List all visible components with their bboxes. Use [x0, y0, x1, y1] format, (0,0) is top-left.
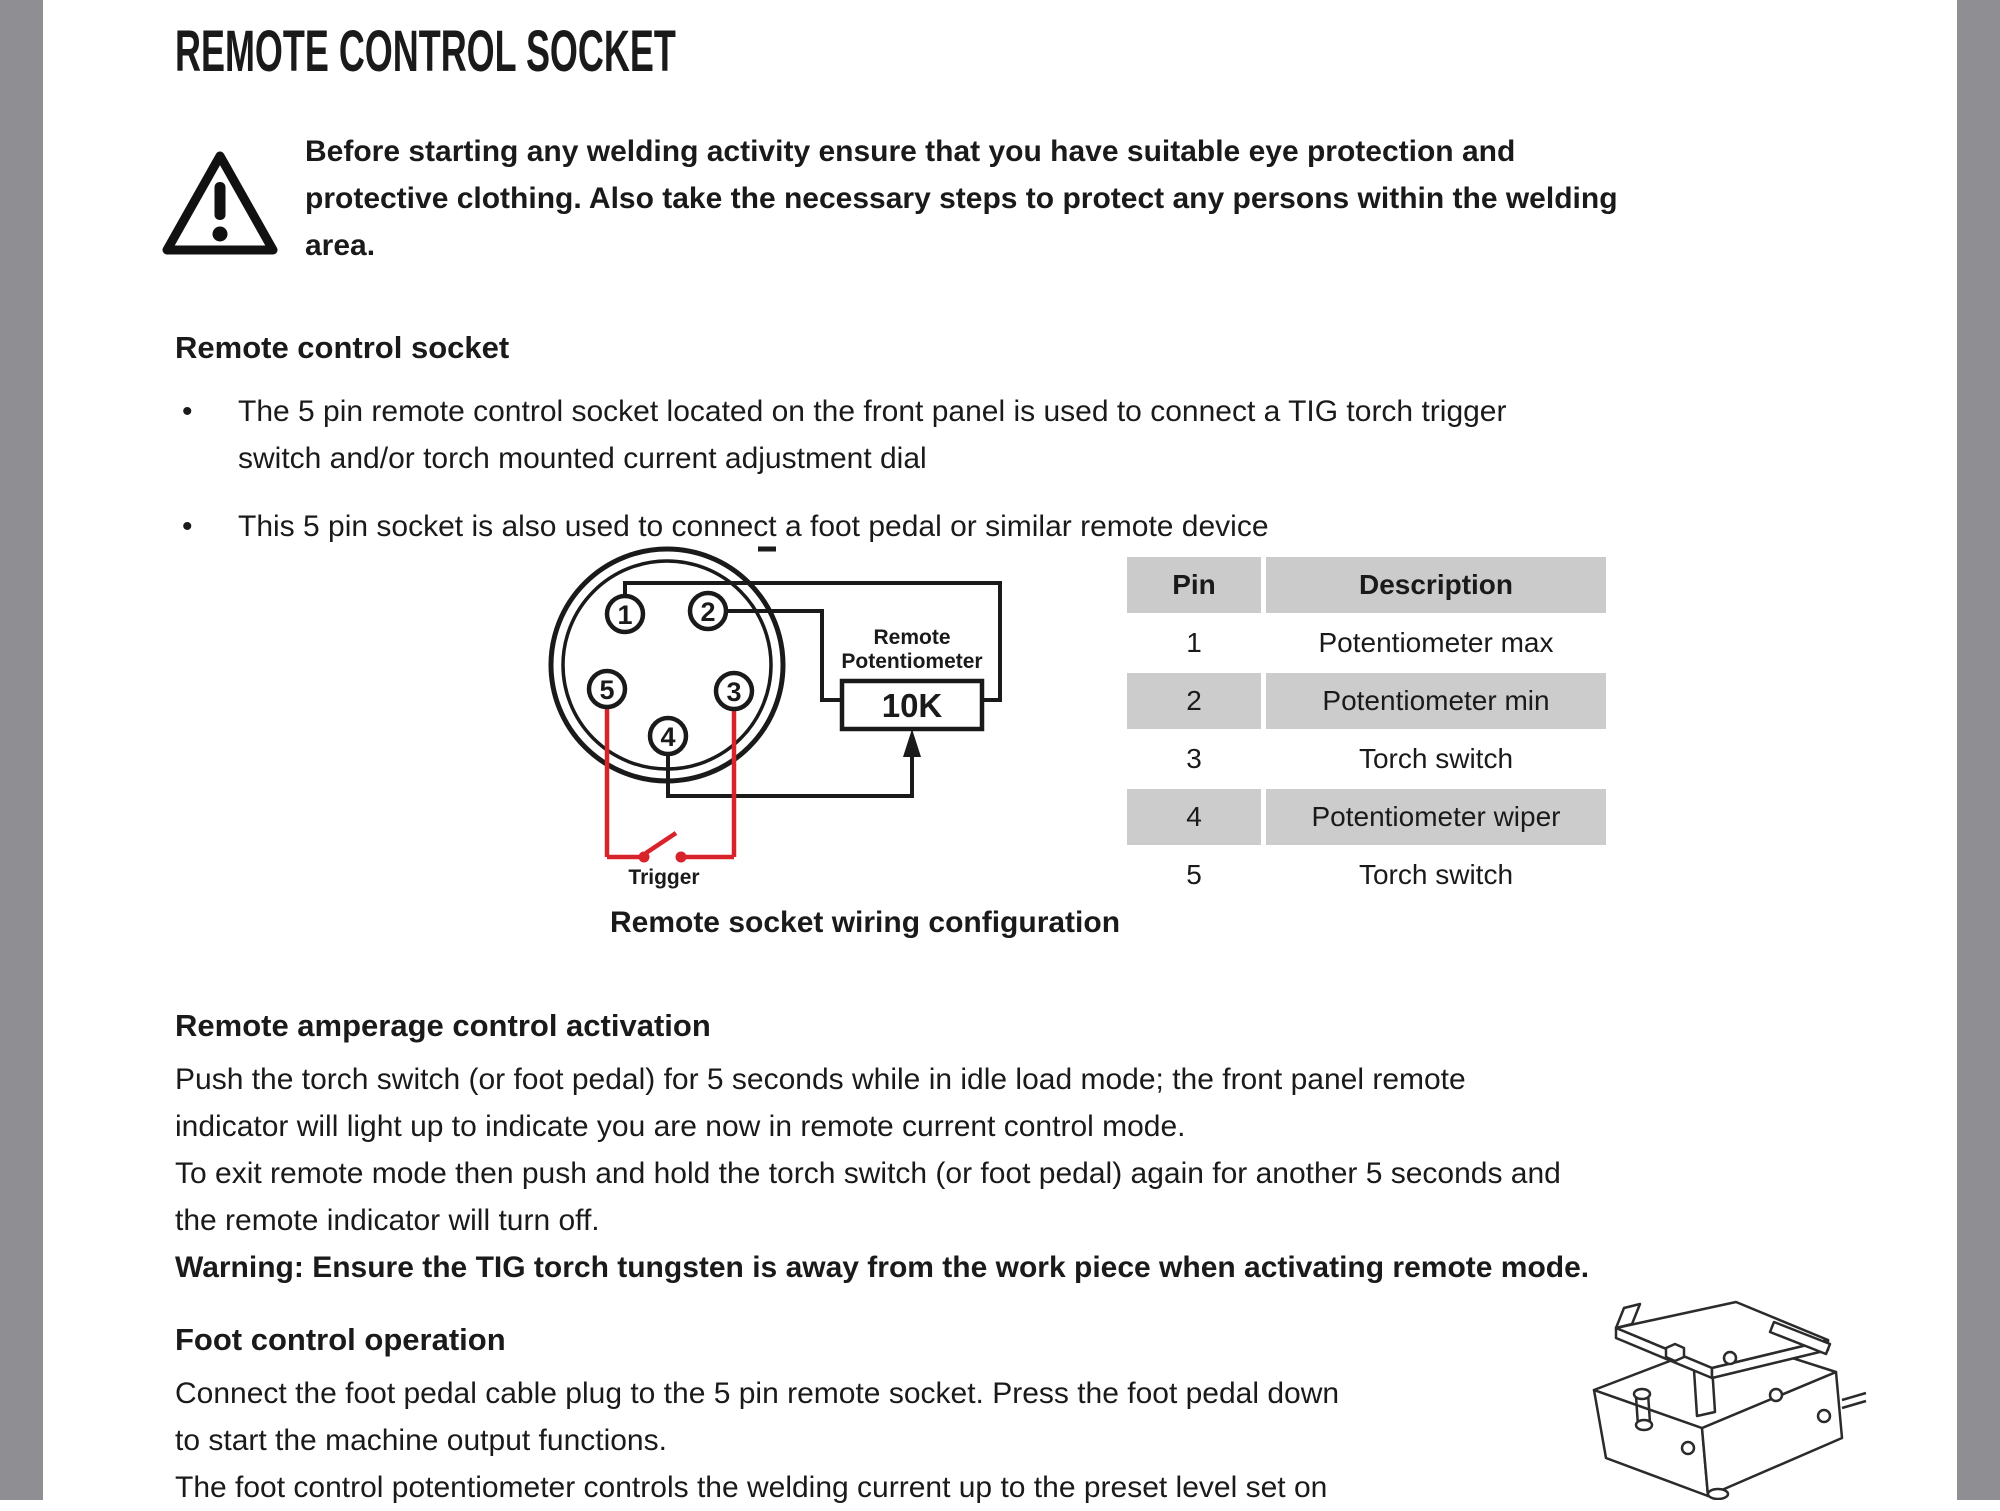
description-column-header: Description: [1266, 557, 1606, 613]
bolt-nut: [1636, 1420, 1652, 1430]
screw: [1818, 1410, 1830, 1422]
wiper-arrowhead: [903, 729, 921, 757]
potentiometer-label-line1: Remote: [873, 626, 951, 649]
clipped-paragraph-line: The foot control potentiometer controls the welding current up to the preset level set on: [175, 1471, 1328, 1504]
trigger-contact-dot: [639, 852, 650, 863]
potentiometer-label-line2: Potentiometer: [841, 650, 983, 673]
section-heading-foot-control: Foot control operation: [175, 1322, 506, 1357]
pedal-foot: [1708, 1489, 1728, 1499]
paragraph-line: to start the machine output functions.: [175, 1424, 667, 1457]
table-row-pin-3: [1127, 731, 1606, 787]
remote-mode-warning-line: Warning: Ensure the TIG torch tungsten is away from the work piece when activating remote mode.: [175, 1251, 1590, 1284]
pin-cell: 4: [1127, 789, 1261, 845]
pin-cell: 1: [1186, 627, 1202, 658]
bolt-head: [1634, 1389, 1650, 1399]
pin-2-label: 2: [700, 597, 716, 627]
paragraph-line: To exit remote mode then push and hold the torch switch (or foot pedal) again for another 5 seconds and: [175, 1157, 1561, 1190]
bullet-marker: •: [182, 510, 193, 543]
cable-stub: [1842, 1393, 1866, 1400]
paragraph-line: Connect the foot pedal cable plug to the 5 pin remote socket. Press the foot pedal down: [175, 1377, 1340, 1410]
diagram-caption: Remote socket wiring configuration: [609, 906, 1121, 939]
safety-warning-line: Before starting any welding activity ensure that you have suitable eye protection and: [305, 135, 1516, 168]
pin-cell: 5: [1186, 859, 1202, 890]
foot-control-paragraph: [175, 1370, 1339, 1511]
trigger-label: Trigger: [628, 866, 700, 889]
exclamation-dot: [213, 227, 228, 242]
pin-1-label: 1: [617, 600, 633, 630]
pin-column-header: Pin: [1127, 557, 1261, 613]
left-page-border: [0, 0, 43, 1500]
safety-warning-line: protective clothing. Also take the necessary steps to protect any persons within the welding: [305, 182, 1618, 215]
paragraph-line: indicator will light up to indicate you are now in remote current control mode.: [175, 1110, 1186, 1143]
section-heading-remote-amperage: Remote amperage control activation: [175, 1008, 711, 1043]
pin-description-table: [1122, 555, 1611, 905]
section-heading-remote-control-socket: Remote control socket: [175, 330, 510, 365]
exclamation-bar: [215, 182, 226, 220]
bullet-line: switch and/or torch mounted current adjustment dial: [238, 442, 927, 475]
description-cell: Potentiometer wiper: [1266, 789, 1606, 845]
page-title: REMOTE CONTROL SOCKET: [175, 19, 676, 84]
screw: [1770, 1389, 1782, 1401]
safety-warning-line: area.: [305, 229, 376, 262]
hex-nut: [1666, 1344, 1684, 1361]
bullet-marker: •: [182, 395, 193, 428]
pin-3-label: 3: [726, 677, 742, 707]
pin-4-label: 4: [660, 722, 676, 752]
amperage-paragraph: [175, 1056, 1589, 1291]
bullet-text: [238, 388, 1506, 482]
description-cell: Potentiometer min: [1266, 673, 1606, 729]
foot-pedal-drawing: [1594, 1302, 1866, 1499]
trigger-contact-dot: [676, 852, 687, 863]
potentiometer-value: 10K: [881, 687, 943, 724]
right-page-border: [1957, 0, 2000, 1500]
trigger-switch-lever: [646, 833, 676, 853]
bullet-line: The 5 pin remote control socket located on the front panel is used to connect a TIG torch trigger: [238, 395, 1507, 428]
description-cell: Torch switch: [1358, 859, 1514, 890]
remote-socket-wiring-diagram: [545, 543, 1025, 903]
cable-stub: [1842, 1401, 1866, 1408]
safety-warning-text: [305, 128, 1618, 269]
bullet-list: [182, 388, 1506, 550]
foot-pedal-illustration: [1578, 1296, 1870, 1500]
table-row-pin-2: [1127, 673, 1606, 729]
description-cell: Torch switch: [1358, 743, 1514, 774]
pin-cell: 3: [1186, 743, 1202, 774]
pin-cell: 2: [1127, 673, 1261, 729]
paragraph-line: the remote indicator will turn off.: [175, 1204, 600, 1237]
screw: [1724, 1352, 1736, 1364]
bullet-line: This 5 pin socket is also used to connect a foot pedal or similar remote device: [238, 510, 1269, 543]
table-row-pin-4: [1127, 789, 1606, 845]
warning-triangle-icon: [160, 146, 280, 264]
table-row-pin-1: [1127, 615, 1606, 671]
table-header-row: [1127, 557, 1606, 613]
screw: [1682, 1442, 1694, 1454]
paragraph-line: Push the torch switch (or foot pedal) for 5 seconds while in idle load mode; the front panel remote: [175, 1063, 1466, 1096]
description-cell: Potentiometer max: [1318, 627, 1554, 658]
pin-5-label: 5: [599, 675, 615, 705]
list-item: [182, 388, 1506, 482]
table-row-pin-5: [1127, 847, 1606, 903]
